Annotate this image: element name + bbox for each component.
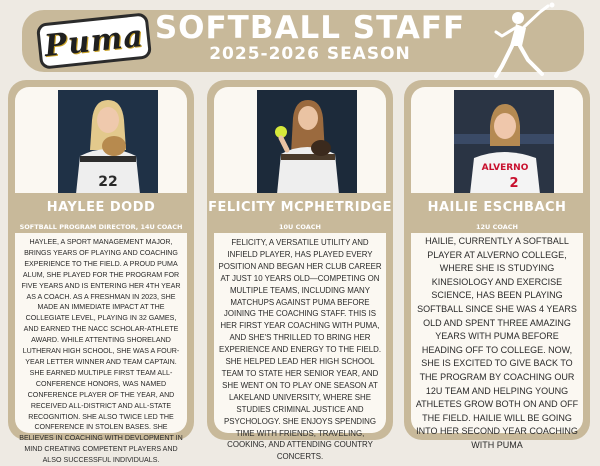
coach-photo [257,90,357,194]
card-inner [15,87,187,465]
coach-name: HAYLEE DODD [46,199,156,215]
softball-pitcher-icon [488,2,560,80]
coach-card-felicity [207,80,393,462]
jersey-number: 2 [509,176,519,191]
coach-photo [58,90,158,194]
coach-card-hailie [404,80,590,450]
coach-bio: HAYLEE, A SPORT MANAGEMENT MAJOR, BRINGS YEARS OF PLAYING AND COACHING EXPERIENCE TO THE FIELD. A PROUD PUMA ALUM, SHE PLAYED FOR THE PROGRAM FOR FIVE YEARS AND IS ENTERING HER 4TH YEAR AS A COACH. AS A FRESHMAN IN 2023, SHE MADE AN IMMEDIATE IMPACT AT THE COLLEGIATE LEVEL, PLAYING IN 32 GAMES, AND EARNED THE NACC SCHOLAR-ATHLETE AWARD. WHILE ATTENTING SHORELAND LUTHERAN HIGH SCHOOL, SHE WAS A FOUR-YEAR LETTER WINNER AND TEAM CAPTAIN. SHE EARNED MULTIPLE FIRST TEAM ALL-CONFERENCE HONORS, WAS NAMED CONFERENCE PLAYER OF THE YEAR, AND RECEIVED ALL-DISTRICT AND ALL-STATE RECOGNITION. SHE ALSO TWICE LED THE CONFERENCE IN STOLEN BASES. SHE BELIEVES IN COACHING WITH DEVLOPMENT IN MIND CREATING COMPETENT PLAYERS AND ALSO SUCCESSFUL INDIVIDUALS. [19,238,183,465]
coach-name: FELICITY MCPHETRIDGE [208,199,392,215]
coach-photo-illustration [58,90,158,194]
card-inner [411,87,583,450]
coach-role: 10U COACH [214,221,386,233]
coach-role: SOFTBALL PROGRAM DIRECTOR, 14U COACH [15,221,187,233]
page-title: SOFTBALL STAFF [154,10,466,46]
coach-card-haylee [8,80,194,465]
card-inner [208,87,392,462]
coach-photo-illustration [257,90,357,194]
name-band [411,193,583,221]
coach-photo [454,90,554,194]
jersey-text: ALVERNO [481,163,529,173]
coach-bio: FELICITY, A VERSATILE UTILITY AND INFIELD PLAYER, HAS PLAYED EVERY POSITION AND BEGAN HER CLUB CAREER AT JUST 10 YEARS OLD—COMPETING ON MULTIPLE TEAMS, INCLUDING MANY MATCHUPS AGAINST PUMA BEFORE JOINING THE COACHING STAFF. THIS IS HER FIRST YEAR COACHING WITH PUMA, AND SHE'S THRILLED TO BRING HER EXPERIENCE AND ENERGY TO THE FIELD. SHE HELPED LEAD HER HIGH SCHOOL TEAM TO STATE HER SENIOR YEAR, AND SHE WENT ON TO PLAY ONE SEASON AT LAKELAND UNIVERSITY, WHERE SHE STUDIES CRIMINAL JUSTICE AND PSYCHOLOGY. SHE ENJOYS SPENDING TIME WITH FRIENDS, TRAVELING, COOKING, AND ATTENDING COUNTRY CONCERTS. [218,238,382,462]
name-band [15,193,187,221]
coach-bio: HAILIE, CURRENTLY A SOFTBALL PLAYER AT ALVERNO COLLEGE, WHERE SHE IS STUDYING KINESIOLOGY AND EXERCISE SCIENCE, HAS BEEN PLAYING SOFTBALL SINCE SHE WAS 4 YEARS OLD AND SPENT THREE AMAZING YEARS WITH PUMA BEFORE HEADING OFF TO COLLEGE. NOW, SHE IS EXCITED TO GIVE BACK TO THE PROGRAM BY COACHING OUR 12U TEAM AND HELPING YOUNG ATHLETES GROW BOTH ON AND OFF THE FIELD. HAILIE WILL BE GOING INTO HER SECOND YEAR COACHING WITH PUMA [415,236,579,450]
season-subtitle: 2025-2026 SEASON [209,44,411,64]
coach-photo-illustration [454,90,554,194]
coach-name: HAILIE ESCHBACH [427,199,567,215]
name-band [208,193,392,221]
logo-text: Puma [42,18,146,64]
coach-role: 12U COACH [411,221,583,233]
jersey-number: 22 [98,174,118,190]
